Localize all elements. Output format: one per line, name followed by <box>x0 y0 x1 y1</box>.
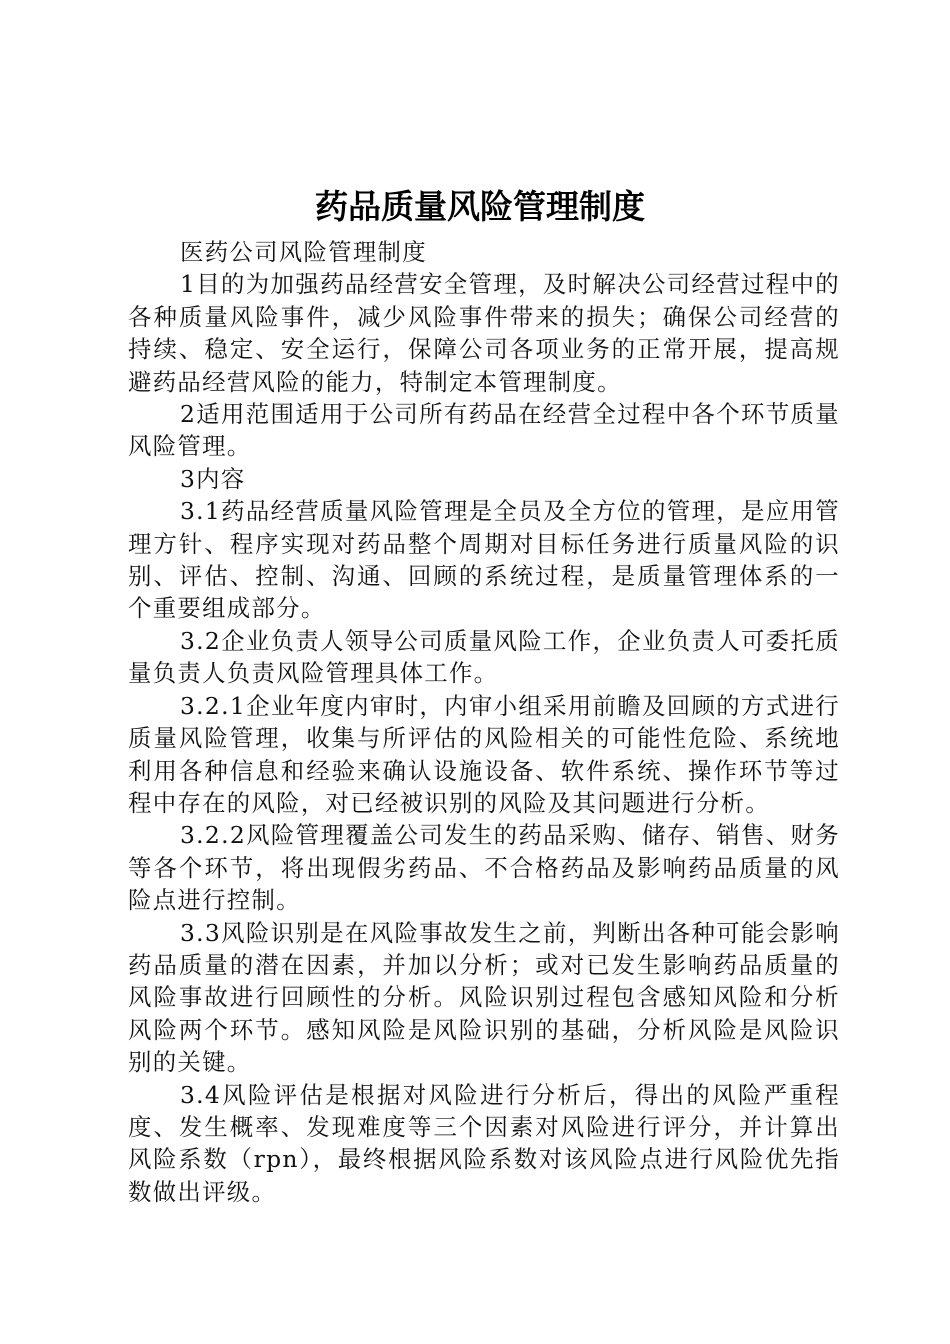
paragraph-3-4: 3.4风险评估是根据对风险进行分析后，得出的风险严重程度、发生概率、发现难度等三个因素对风险进行评分，并计算出风险系数（rpn），最终根据风险系数对该风险点进行风险优先指数做出评级。 <box>128 1080 840 1206</box>
paragraph-3-2: 3.2企业负责人领导公司质量风险工作，企业负责人可委托质量负责人负责风险管理具体工作。 <box>128 626 840 688</box>
paragraph-purpose: 1目的为加强药品经营安全管理，及时解决公司经营过程中的各种质量风险事件，减少风险事件带来的损失；确保公司经营的持续、稳定、安全运行，保障公司各项业务的正常开展，提高规避药品经营风险的能力，特制定本管理制度。 <box>128 270 840 396</box>
paragraph-3-3: 3.3风险识别是在风险事故发生之前，判断出各种可能会影响药品质量的潜在因素，并加以分析；或对已发生影响药品质量的风险事故进行回顾性的分析。风险识别过程包含感知风险和分析风险两个环节。感知风险是风险识别的基础，分析风险是风险识别的关键。 <box>128 918 840 1077</box>
document-body <box>128 236 840 1208</box>
paragraph-3-2-2: 3.2.2风险管理覆盖公司发生的药品采购、储存、销售、财务等各个环节，将出现假劣药品、不合格药品及影响药品质量的风险点进行控制。 <box>128 821 840 915</box>
document-title: 药品质量风险管理制度 <box>315 187 645 226</box>
paragraph-3-1: 3.1药品经营质量风险管理是全员及全方位的管理，是应用管理方针、程序实现对药品整个周期对目标任务进行质量风险的识别、评估、控制、沟通、回顾的系统过程，是质量管理体系的一个重要组成部分。 <box>128 497 840 623</box>
paragraph-3-2-1: 3.2.1企业年度内审时，内审小组采用前瞻及回顾的方式进行质量风险管理，收集与所评估的风险相关的可能性危险、系统地利用各种信息和经验来确认设施设备、软件系统、操作环节等过程中存在的风险，对已经被识别的风险及其问题进行分析。 <box>128 691 840 817</box>
paragraph-content-heading: 3内容 <box>180 464 246 493</box>
paragraph-scope: 2适用范围适用于公司所有药品在经营全过程中各个环节质量风险管理。 <box>128 400 840 461</box>
paragraph-subtitle: 医药公司风险管理制度 <box>180 238 427 266</box>
